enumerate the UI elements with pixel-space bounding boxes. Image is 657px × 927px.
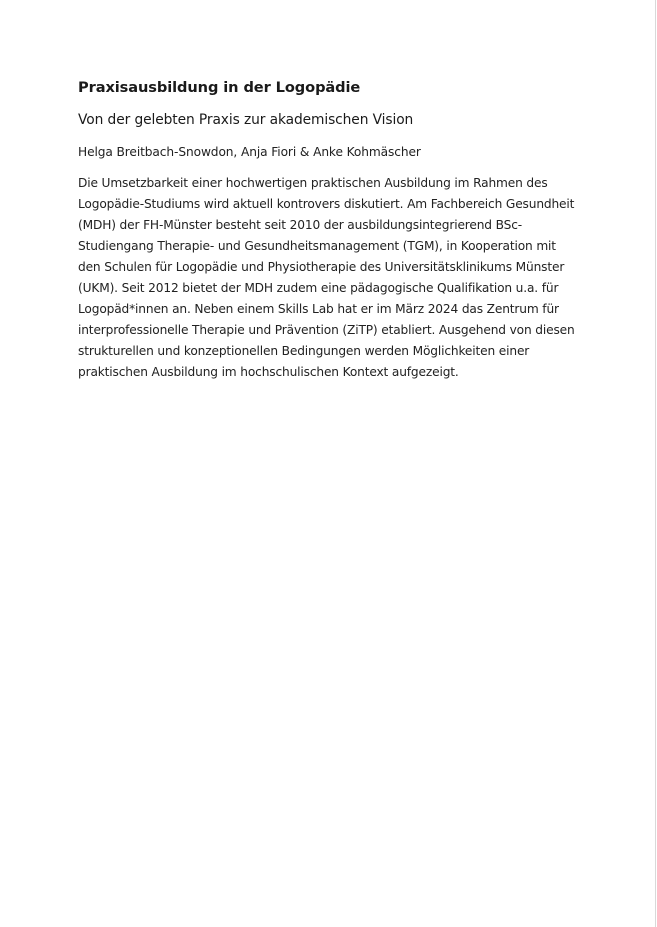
abstract-line: Logopäd*innen an. Neben einem Skills Lab hat er im März 2024 das Zentrum für <box>78 302 559 316</box>
article-authors: Helga Breitbach-Snowdon, Anja Fiori & Anke Kohmäscher <box>78 145 421 159</box>
abstract-line: Die Umsetzbarkeit einer hochwertigen praktischen Ausbildung im Rahmen des <box>78 176 548 190</box>
abstract-line: (MDH) der FH-Münster besteht seit 2010 der ausbildungsintegrierend BSc- <box>78 218 522 232</box>
article-abstract <box>78 173 588 383</box>
abstract-line: strukturellen und konzeptionellen Bedingungen werden Möglichkeiten einer <box>78 344 530 358</box>
abstract-line: (UKM). Seit 2012 bietet der MDH zudem eine pädagogische Qualifikation u.a. für <box>78 281 559 295</box>
abstract-line: Logopädie-Studiums wird aktuell kontrovers diskutiert. Am Fachbereich Gesundheit <box>78 197 575 211</box>
abstract-line: interprofessionelle Therapie und Prävention (ZiTP) etabliert. Ausgehend von diesen <box>78 323 575 337</box>
article-subtitle: Von der gelebten Praxis zur akademischen Vision <box>78 112 414 128</box>
abstract-line: Studiengang Therapie- und Gesundheitsmanagement (TGM), in Kooperation mit <box>78 239 556 253</box>
article-header <box>78 78 588 383</box>
article-title: Praxisausbildung in der Logopädie <box>78 79 361 96</box>
abstract-line: praktischen Ausbildung im hochschulischen Kontext aufgezeigt. <box>78 365 459 379</box>
abstract-line: den Schulen für Logopädie und Physiotherapie des Universitätsklinikums Münster <box>78 260 565 274</box>
